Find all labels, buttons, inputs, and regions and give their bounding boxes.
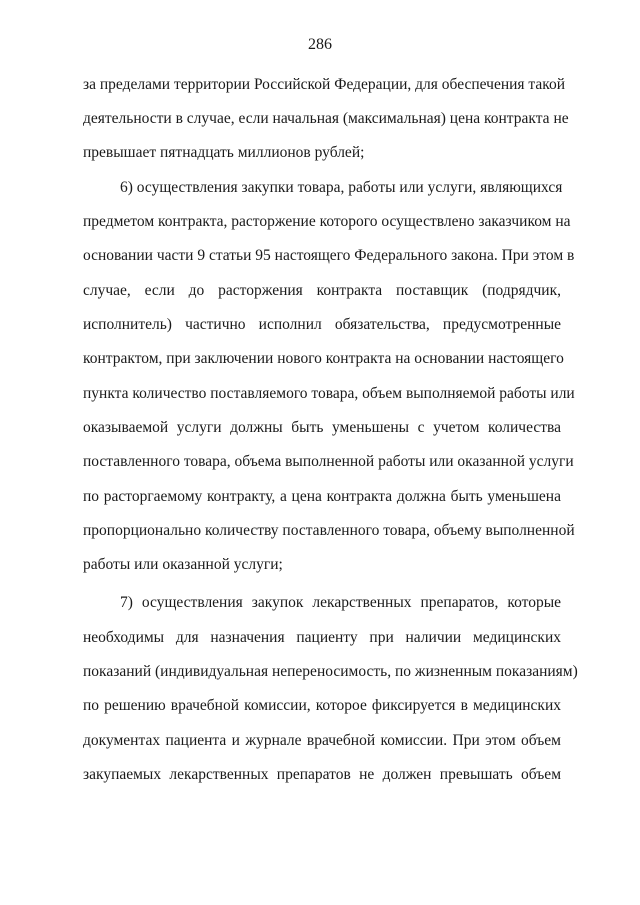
text-line: основании части 9 статьи 95 настоящего Федерального закона. При этом в [83,247,575,264]
page-number: 286 [308,36,332,53]
text-line: работы или оказанной услуги; [83,556,283,573]
text-line: оказываемой услуги должны быть уменьшены с учетом количества [83,419,561,436]
text-line: контрактом, при заключении нового контракта на основании настоящего [83,350,564,367]
text-line: закупаемых лекарственных препаратов не должен превышать объем [83,766,561,783]
paragraph-start-line: 7) осуществления закупок лекарственных препаратов, которые [120,594,561,611]
text-line: показаний (индивидуальная непереносимость, по жизненным показаниям) [83,663,578,680]
text-line: необходимы для назначения пациенту при наличии медицинских [83,629,561,646]
paragraph-start-line: 6) осуществления закупки товара, работы или услуги, являющихся [120,179,563,196]
text-line: за пределами территории Российской Федерации, для обеспечения такой [83,76,566,93]
text-line: поставленного товара, объема выполненной работы или оказанной услуги [83,453,574,470]
text-line: документах пациента и журнале врачебной комиссии. При этом объем [83,732,561,749]
text-line: по расторгаемому контракту, а цена контракта должна быть уменьшена [83,488,561,505]
text-line: предметом контракта, расторжение которого осуществлено заказчиком на [83,213,571,230]
text-line: пропорционально количеству поставленного товара, объему выполненной [83,522,575,539]
text-line: случае, если до расторжения контракта поставщик (подрядчик, [83,282,561,299]
text-line: деятельности в случае, если начальная (максимальная) цена контракта не [83,110,569,127]
text-line: пункта количество поставляемого товара, объем выполняемой работы или [83,385,575,402]
text-line: превышает пятнадцать миллионов рублей; [83,144,365,161]
text-line: по решению врачебной комиссии, которое фиксируется в медицинских [83,697,561,714]
text-line: исполнитель) частично исполнил обязательства, предусмотренные [83,316,561,333]
